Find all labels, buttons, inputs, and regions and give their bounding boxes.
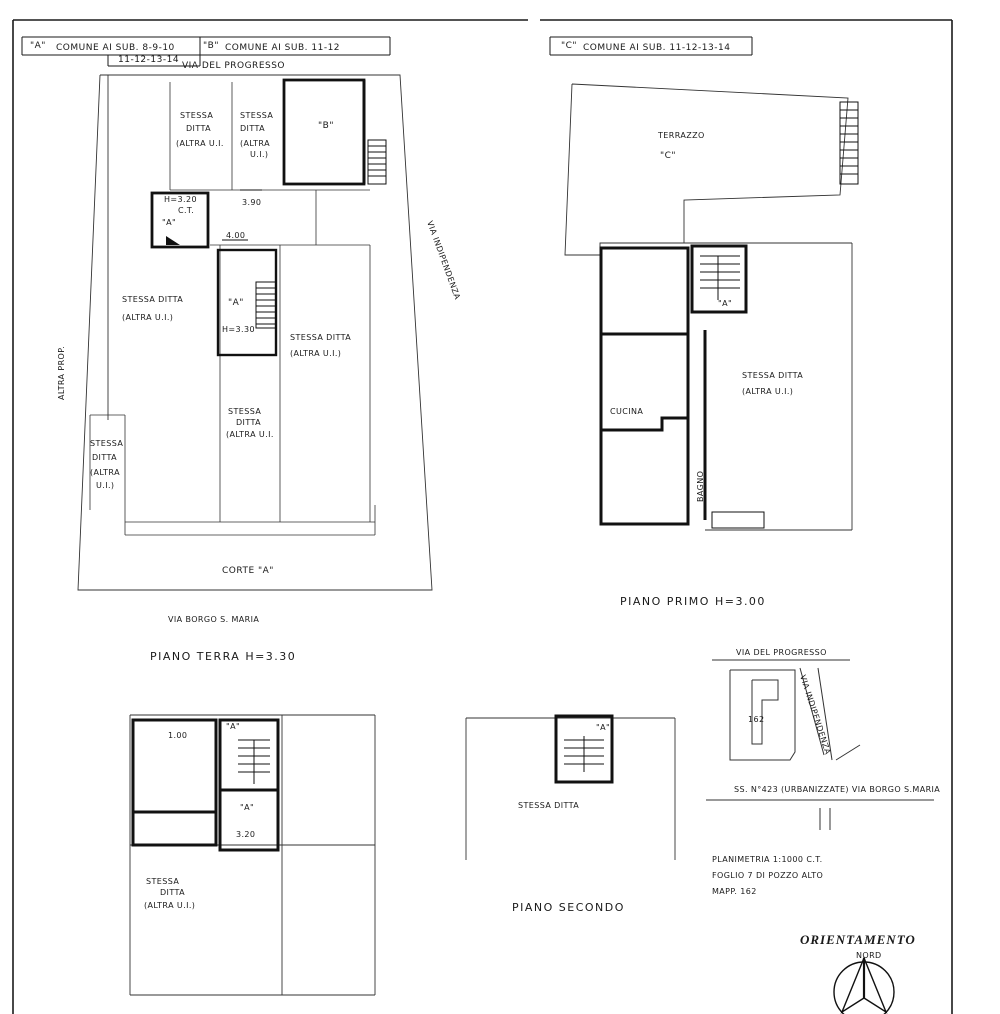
legend-a-tag: "A" xyxy=(30,41,46,51)
gf-stessa-4a: STESSA DITTA xyxy=(290,333,352,342)
bl-dim-320: 3.20 xyxy=(236,830,256,839)
site-plan xyxy=(706,648,940,896)
gf-stessa-6d: U.I.) xyxy=(96,481,115,490)
gf-stessa-5c: (ALTRA U.I. xyxy=(226,430,274,439)
ff-terrace-c: "C" xyxy=(660,151,677,161)
ff-kitchen: CUCINA xyxy=(610,407,644,416)
site-street-top: VIA DEL PROGRESSO xyxy=(736,648,827,657)
ground-floor-plan xyxy=(57,61,462,663)
gf-street-right: VIA INDIPENDENZA xyxy=(425,219,463,301)
stair-a-icon xyxy=(256,282,276,328)
stair-bl-icon xyxy=(238,740,270,784)
bl-stessa-b: DITTA xyxy=(160,888,186,897)
gf-dim-390: 3.90 xyxy=(242,198,262,207)
gf-stessa-6b: DITTA xyxy=(92,453,118,462)
site-note-3: MAPP. 162 xyxy=(712,887,757,896)
sheet-frame xyxy=(13,20,952,1014)
site-street-bottom: SS. N°423 (URBANIZZATE) VIA BORGO S.MARIA xyxy=(734,785,941,794)
ff-bath: BAGNO xyxy=(696,470,705,502)
sf-title: PIANO SECONDO xyxy=(512,901,625,914)
gf-title: PIANO TERRA H=3.30 xyxy=(150,650,297,663)
sf-stessa: STESSA DITTA xyxy=(518,801,580,810)
sf-stair-a: "A" xyxy=(596,723,611,732)
site-parcel: 162 xyxy=(748,715,765,724)
second-floor-plan xyxy=(466,716,675,914)
bl-stessa-c: (ALTRA U.I.) xyxy=(144,901,196,910)
gf-stessa-1b: DITTA xyxy=(186,124,212,133)
bl-dim-100: 1.00 xyxy=(168,731,188,740)
gf-ct-height: H=3.20 xyxy=(164,195,197,204)
stair-b-icon xyxy=(368,140,386,184)
gf-courtyard: CORTE "A" xyxy=(222,566,274,576)
header-legend xyxy=(22,37,752,66)
site-note-2: FOGLIO 7 DI POZZO ALTO xyxy=(712,871,824,880)
gf-stessa-1c: (ALTRA U.I. xyxy=(176,139,224,148)
gf-stessa-3a: STESSA DITTA xyxy=(122,295,184,304)
legend-a-text-2: 11-12-13-14 xyxy=(118,55,180,65)
gf-stessa-2c: (ALTRA xyxy=(240,139,270,148)
gf-stessa-5b: DITTA xyxy=(236,418,262,427)
stair-a-first-icon xyxy=(700,256,740,300)
legend-b-text: COMUNE AI SUB. 11-12 xyxy=(225,43,341,53)
first-floor-plan xyxy=(565,84,858,608)
ff-stessa-a: STESSA DITTA xyxy=(742,371,804,380)
gf-stessa-2a: STESSA xyxy=(240,111,274,120)
gf-stessa-6c: (ALTRA xyxy=(90,468,120,477)
legend-b-tag: "B" xyxy=(203,41,219,51)
legend-c-tag: "C" xyxy=(561,41,578,51)
orientation xyxy=(800,932,916,1014)
gf-ct: C.T. xyxy=(178,206,195,215)
bl-a-mid: "A" xyxy=(240,803,255,812)
ff-stessa-b: (ALTRA U.I.) xyxy=(742,387,794,396)
gf-dim-400: 4.00 xyxy=(226,231,246,240)
orientation-label: ORIENTAMENTO xyxy=(800,932,916,947)
legend-c-text: COMUNE AI SUB. 11-12-13-14 xyxy=(583,43,731,53)
gf-street-left: ALTRA PROP. xyxy=(57,345,66,400)
gf-room-a-height: H=3.30 xyxy=(222,325,255,334)
gf-street-top: VIA DEL PROGRESSO xyxy=(182,61,286,71)
north-arrow-icon xyxy=(834,958,894,1014)
gf-room-a: "A" xyxy=(228,298,244,308)
bl-a-top: "A" xyxy=(226,722,241,731)
north-label: NORD xyxy=(856,951,882,960)
bottom-left-plan xyxy=(130,715,375,995)
gf-ct-a: "A" xyxy=(162,218,177,227)
gf-stessa-4b: (ALTRA U.I.) xyxy=(290,349,342,358)
bl-stessa-a: STESSA xyxy=(146,877,180,886)
legend-a-text: COMUNE AI SUB. 8-9-10 xyxy=(56,43,175,53)
gf-street-bottom: VIA BORGO S. MARIA xyxy=(168,615,260,624)
ff-title: PIANO PRIMO H=3.00 xyxy=(620,595,766,608)
gf-stessa-2d: U.I.) xyxy=(250,150,269,159)
gf-stessa-6a: STESSA xyxy=(90,439,124,448)
stair-c-icon xyxy=(840,102,858,184)
site-street-side: VIA INDIPENDENZA xyxy=(798,673,833,756)
gf-stessa-5a: STESSA xyxy=(228,407,262,416)
stair-arrow-icon xyxy=(166,236,180,245)
ff-stair-a: "A" xyxy=(718,299,733,308)
gf-stessa-2b: DITTA xyxy=(240,124,266,133)
gf-room-b: "B" xyxy=(318,121,334,131)
stair-sf-icon xyxy=(564,736,604,772)
gf-stessa-3b: (ALTRA U.I.) xyxy=(122,313,174,322)
gf-stessa-1a: STESSA xyxy=(180,111,214,120)
site-note-1: PLANIMETRIA 1:1000 C.T. xyxy=(712,855,823,864)
ff-terrace: TERRAZZO xyxy=(658,131,705,140)
